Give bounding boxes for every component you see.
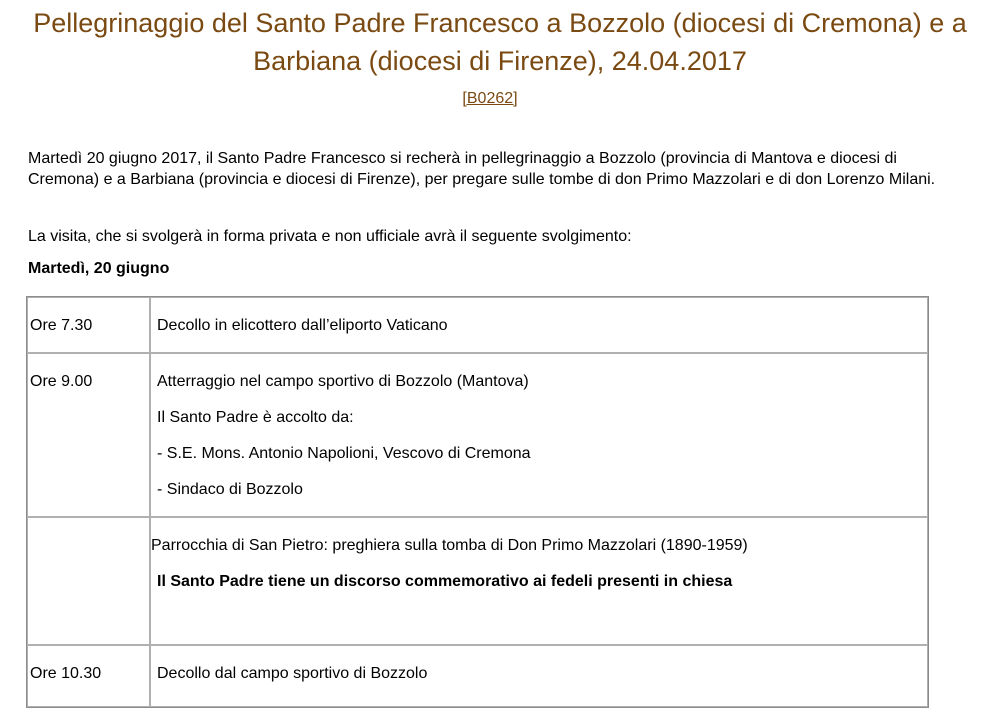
description-line-bold: Il Santo Padre tiene un discorso commemorativo ai fedeli presenti in chiesa: [157, 573, 733, 590]
time-label: Ore 10.30: [30, 665, 102, 682]
table-row: [27, 353, 928, 517]
time-label: Ore 9.00: [30, 373, 93, 390]
description-line: Atterraggio nel campo sportivo di Bozzolo (Mantova): [157, 373, 529, 390]
time-cell: [27, 353, 150, 517]
reference-link[interactable]: [B0262]: [462, 90, 518, 107]
description-line: - S.E. Mons. Antonio Napolioni, Vescovo di Cremona: [157, 445, 531, 462]
title-line-2: Barbiana (diocesi di Firenze), 24.04.2017: [253, 46, 747, 76]
description-line: Decollo dal campo sportivo di Bozzolo: [157, 665, 428, 682]
reference-container: [0, 90, 980, 108]
description-line: Il Santo Padre è accolto da:: [157, 409, 354, 426]
table-row: [27, 517, 928, 645]
page-title: [20, 4, 980, 80]
day-heading: Martedì, 20 giugno: [28, 260, 170, 277]
schedule-table: [26, 296, 929, 708]
description-cell: [150, 297, 928, 353]
description-cell: [150, 517, 928, 645]
table-row: [27, 297, 928, 353]
table-row: [27, 645, 928, 707]
description-line: Parrocchia di San Pietro: preghiera sulla tomba di Don Primo Mazzolari (1890-1959): [151, 537, 748, 554]
intro-paragraph: Martedì 20 giugno 2017, il Santo Padre Francesco si recherà in pellegrinaggio a Bozzolo (provincia di Mantova e diocesi di Cremona) e a Barbiana (provincia e diocesi di Firenze), per pregare sulle tombe di don Primo Mazzolari e di don Lorenzo Milani.: [28, 150, 936, 188]
description-cell: [150, 353, 928, 517]
time-cell: [27, 645, 150, 707]
title-line-1: Pellegrinaggio del Santo Padre Francesco a Bozzolo (diocesi di Cremona) e a: [33, 8, 967, 38]
time-cell: [27, 297, 150, 353]
description-cell: [150, 645, 928, 707]
time-cell: [27, 517, 150, 645]
visit-paragraph: La visita, che si svolgerà in forma privata e non ufficiale avrà il seguente svolgimento:: [28, 228, 632, 245]
description-line: - Sindaco di Bozzolo: [157, 481, 303, 498]
description-line: Decollo in elicottero dall’eliporto Vaticano: [157, 317, 448, 334]
time-label: Ore 7.30: [30, 317, 93, 334]
